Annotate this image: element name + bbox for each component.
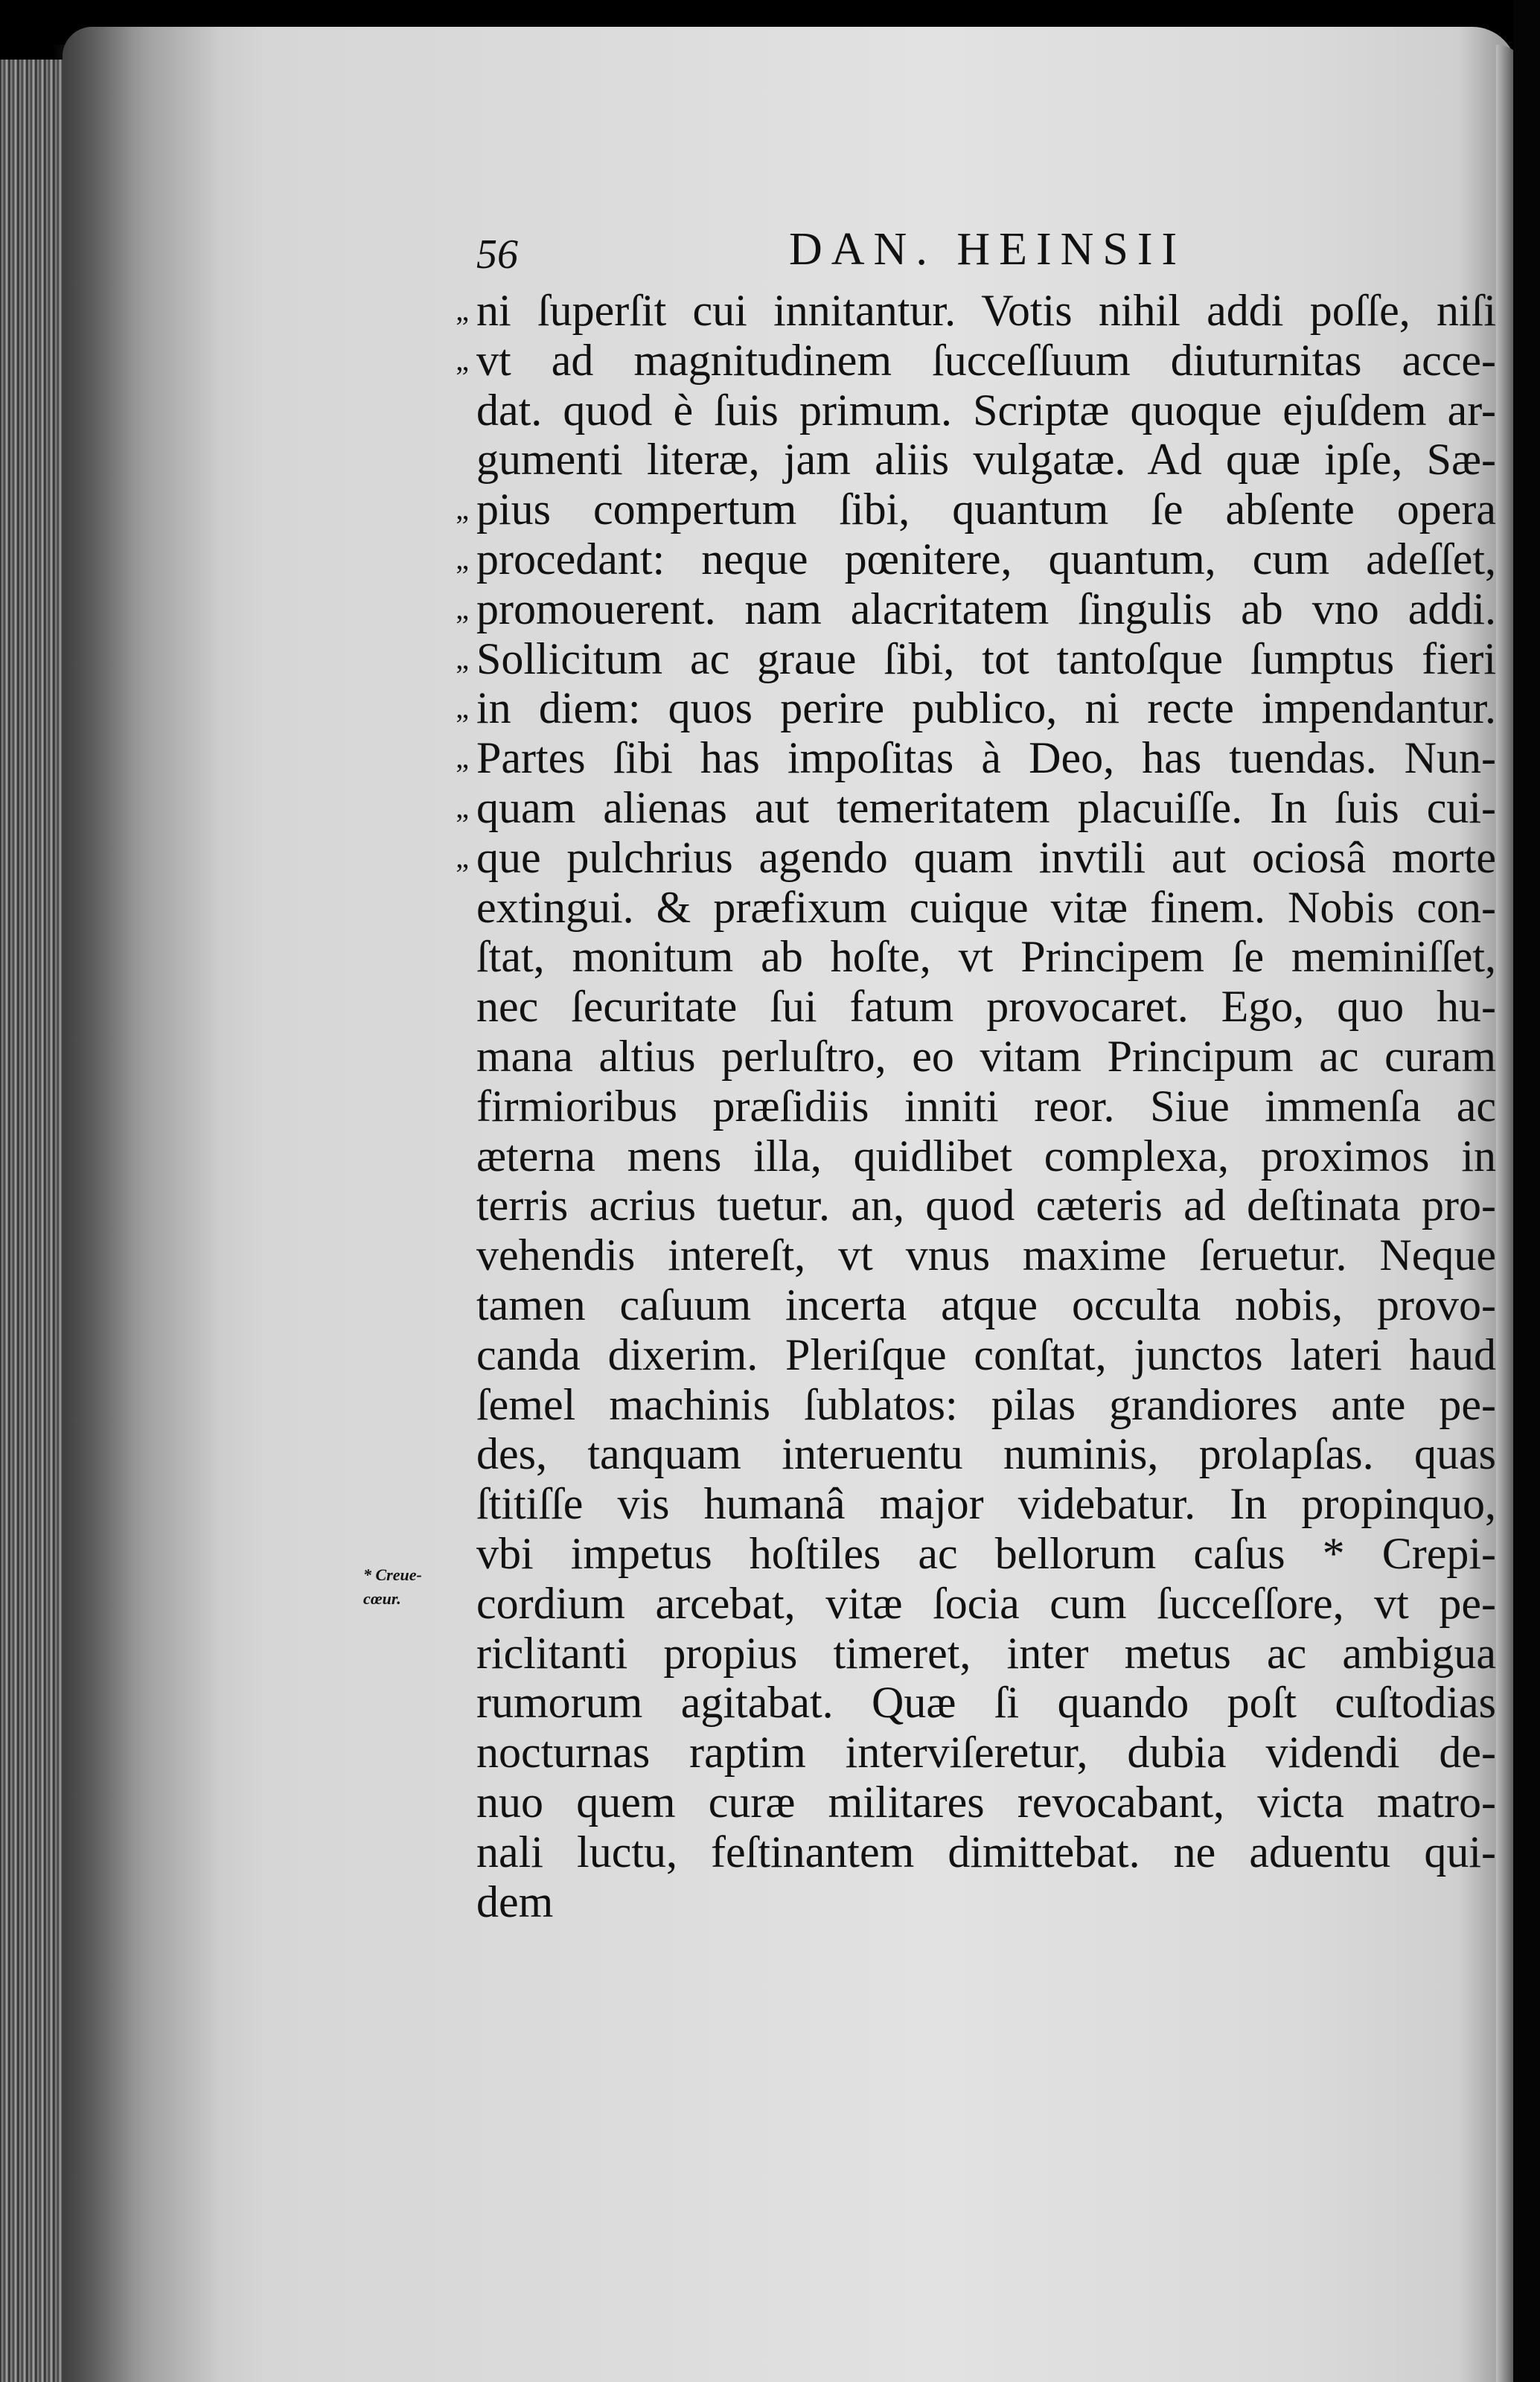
text-line: [417, 1528, 1496, 1579]
quotation-marker: „: [456, 741, 469, 775]
text-line: [417, 733, 1496, 783]
line-text: que pulchrius agendo quam invtili aut ociosâ morte: [476, 832, 1496, 882]
text-line: [417, 435, 1496, 485]
line-text: Sollicitum ac graue ſibi, tot tantoſque ſumptus fieri: [476, 633, 1496, 683]
text-line: [417, 683, 1496, 733]
line-text: mana altius perluſtro, eo vitam Principum ac curam: [476, 1031, 1496, 1081]
page-number: 56: [476, 232, 518, 278]
text-line: [417, 932, 1496, 982]
quotation-marker: „: [456, 342, 469, 377]
line-text: nuo quem curæ militares revocabant, victa matro-: [476, 1777, 1496, 1827]
margin-note: [363, 1563, 445, 1611]
line-text: Partes ſibi has impoſitas à Deo, has tuendas. Nun-: [476, 733, 1496, 783]
quotation-marker: „: [456, 641, 469, 675]
text-line: [417, 982, 1496, 1032]
text-line: [417, 782, 1496, 833]
text-line: [417, 1877, 1459, 1927]
line-text: ſemel machinis ſublatos: pilas grandiores ante pe-: [476, 1379, 1496, 1429]
line-text: des, tanquam interuentu numinis, prolapſas. quas: [476, 1429, 1496, 1479]
text-line: [417, 1181, 1496, 1230]
line-text: nali luctu, feſtinantem dimittebat. ne aduentu qui-: [476, 1827, 1496, 1877]
line-text: extingui. & præfixum cuique vitæ finem. Nobis con-: [476, 882, 1496, 932]
text-line: [417, 832, 1496, 883]
text-line: [417, 1479, 1496, 1529]
line-text: promouerent. nam alacritatem ſingulis ab vno addi.: [476, 584, 1496, 633]
text-line: [417, 633, 1496, 684]
text-line: [417, 1379, 1496, 1430]
line-text: nocturnas raptim interviſeretur, dubia videndi de-: [476, 1728, 1496, 1778]
quotation-marker: „: [456, 840, 469, 874]
scan-border-right: [1513, 0, 1540, 2382]
line-text: æterna mens illa, quidlibet complexa, proximos in: [476, 1131, 1496, 1181]
line-text: ſtat, monitum ab hoſte, vt Principem ſe meminiſſet,: [476, 932, 1496, 982]
line-text: procedant: neque pœnitere, quantum, cum adeſſet,: [476, 534, 1496, 584]
margin-note-line: cœur.: [363, 1589, 401, 1608]
line-text: pius compertum ſibi, quantum ſe abſente opera: [476, 485, 1496, 534]
text-line: [417, 1329, 1496, 1380]
line-text: dat. quod è ſuis primum. Scriptæ quoque ejuſdem ar-: [476, 385, 1496, 435]
line-text: ſtitiſſe vis humanâ major videbatur. In propinquo,: [476, 1479, 1496, 1529]
margin-note-line: * Creue-: [363, 1565, 422, 1584]
text-line: [417, 286, 1496, 336]
line-text: canda dixerim. Pleriſque conſtat, junctos lateri haud: [476, 1329, 1496, 1379]
line-text: terris acrius tuetur. an, quod cæteris ad deſtinata pro-: [476, 1181, 1496, 1230]
line-text: vehendis intereſt, vt vnus maxime ſeruetur. Neque: [476, 1230, 1496, 1280]
line-text: ni ſuperſit cui innitantur. Votis nihil addi poſſe, niſi: [476, 286, 1496, 335]
line-text: in diem: quos perire publico, ni recte impendantur.: [476, 683, 1496, 733]
text-line: [417, 534, 1496, 584]
quotation-marker: „: [456, 293, 469, 327]
gutter-shadow: [63, 27, 219, 2382]
line-text: dem: [476, 1877, 554, 1926]
text-line: [417, 1031, 1496, 1082]
line-text: quam alienas aut temeritatem placuiſſe. In ſuis cui-: [476, 782, 1496, 832]
quotation-marker: „: [456, 492, 469, 526]
quotation-marker: „: [456, 591, 469, 625]
text-line: [417, 1230, 1496, 1280]
line-text: nec ſecuritate ſui fatum provocaret. Ego, quo hu-: [476, 982, 1496, 1032]
quotation-marker: „: [456, 790, 469, 824]
quotation-marker: „: [456, 541, 469, 575]
text-line: [417, 1429, 1496, 1479]
text-line: [417, 1628, 1496, 1679]
line-text: tamen caſuum incerta atque occulta nobis, provo-: [476, 1280, 1496, 1329]
text-line: [417, 335, 1496, 386]
text-line: [417, 1678, 1496, 1728]
text-line: [417, 1081, 1496, 1131]
text-line: [417, 1131, 1496, 1181]
text-line: [417, 584, 1496, 634]
text-line: [417, 882, 1496, 933]
quotation-marker: „: [456, 691, 469, 725]
line-text: firmioribus præſidiis inniti reor. Siue immenſa ac: [476, 1081, 1496, 1131]
line-text: rumorum agitabat. Quæ ſi quando poſt cuſtodias: [476, 1678, 1496, 1728]
line-text: cordium arcebat, vitæ ſocia cum ſucceſſore, vt pe-: [476, 1578, 1496, 1628]
line-text: riclitanti propius timeret, inter metus ac ambigua: [476, 1628, 1496, 1678]
text-line: [417, 1728, 1496, 1778]
body-text: [417, 286, 1496, 1926]
running-title: DAN. HEINSII: [789, 224, 1186, 275]
line-text: gumenti literæ, jam aliis vulgatæ. Ad quæ ipſe, Sæ-: [476, 435, 1496, 485]
text-line: [417, 1280, 1496, 1330]
text-line: [417, 385, 1496, 435]
page-header: [476, 223, 1444, 290]
text-line: [417, 1777, 1496, 1827]
text-line: [417, 485, 1496, 534]
line-text: vbi impetus hoſtiles ac bellorum caſus * Crepi-: [476, 1528, 1496, 1578]
text-line: [417, 1827, 1496, 1877]
text-line: [417, 1578, 1496, 1629]
line-text: vt ad magnitudinem ſucceſſuum diuturnitas acce-: [476, 335, 1496, 385]
